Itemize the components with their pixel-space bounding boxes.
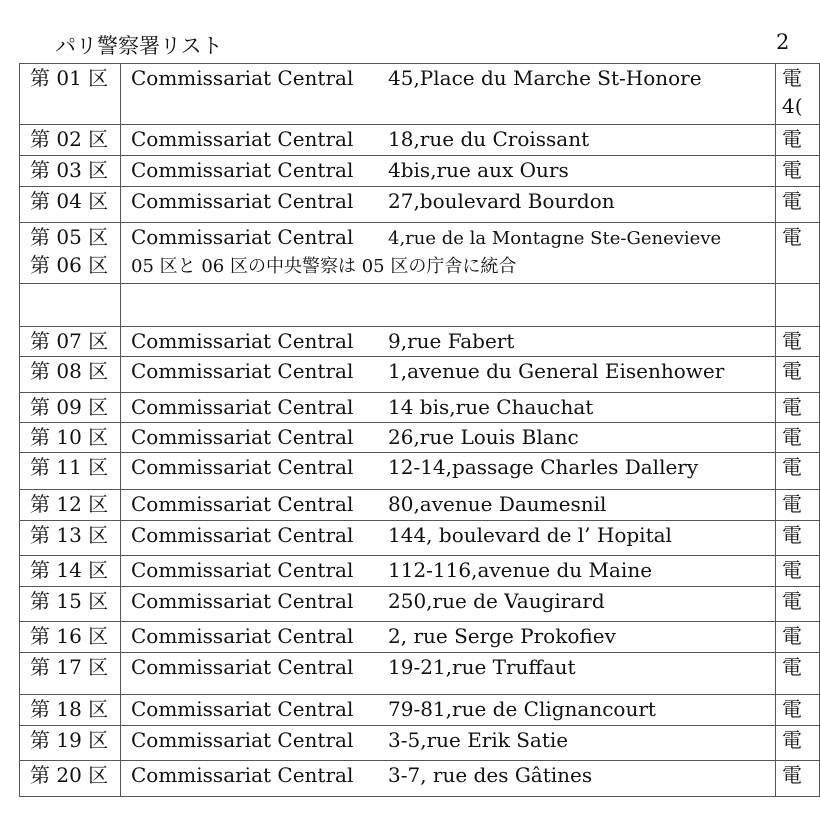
ward-cell: 第 19 区: [20, 726, 121, 761]
phone-cell: [776, 64, 820, 125]
station-cell: [121, 622, 776, 653]
address: 80,avenue Daumesnil: [388, 492, 607, 516]
ward-cell: 第 18 区: [20, 695, 121, 726]
office-name: Commissariat Central: [131, 728, 354, 752]
station-cell: [121, 726, 776, 761]
phone-cell: 電: [776, 622, 820, 653]
table-row: [20, 622, 820, 653]
station-cell: [121, 156, 776, 187]
office-name: Commissariat Central: [131, 589, 354, 613]
phone-cell: 電: [776, 156, 820, 187]
address: 144, boulevard de l’ Hopital: [388, 523, 672, 547]
ward-cell: [20, 223, 121, 284]
office-name: Commissariat Central: [131, 655, 354, 679]
table-row: [20, 726, 820, 761]
station-cell: [121, 284, 776, 327]
ward-cell: 第 04 区: [20, 187, 121, 223]
phone-cell: 電: [776, 187, 820, 223]
table-row: [20, 223, 820, 284]
ward-cell: 第 13 区: [20, 521, 121, 556]
station-cell: [121, 423, 776, 453]
table-row: [20, 125, 820, 156]
address: 4bis,rue aux Ours: [388, 158, 569, 182]
office-name: Commissariat Central: [131, 455, 354, 479]
police-station-table: [19, 63, 820, 797]
station-cell: [121, 695, 776, 726]
ward-cell: 第 15 区: [20, 587, 121, 622]
address: 3-5,rue Erik Satie: [388, 728, 569, 752]
office-name: Commissariat Central: [131, 763, 354, 787]
phone-label: 電: [782, 66, 802, 90]
address: 2, rue Serge Prokofiev: [388, 624, 616, 648]
document-title: パリ警察署リスト: [55, 34, 223, 58]
phone-cell: 電: [776, 695, 820, 726]
office-name: Commissariat Central: [131, 158, 354, 182]
table-row: [20, 156, 820, 187]
ward-cell: 第 09 区: [20, 393, 121, 423]
table-row: [20, 587, 820, 622]
phone-line2: 4(: [782, 94, 803, 118]
address: 27,boulevard Bourdon: [388, 189, 615, 213]
station-cell: [121, 556, 776, 587]
address: 250,rue de Vaugirard: [388, 589, 605, 613]
office-name: Commissariat Central: [131, 492, 354, 516]
station-cell: [121, 761, 776, 797]
station-cell: [121, 125, 776, 156]
office-name: Commissariat Central: [131, 697, 354, 721]
station-cell: [121, 393, 776, 423]
table-row: [20, 64, 820, 125]
ward-cell: 第 14 区: [20, 556, 121, 587]
phone-cell: 電: [776, 357, 820, 393]
office-name: Commissariat Central: [131, 189, 354, 213]
address: 1,avenue du General Eisenhower: [388, 359, 725, 383]
table-row: [20, 423, 820, 453]
address: 4,rue de la Montagne Ste-Genevieve: [388, 228, 722, 249]
ward-cell: 第 03 区: [20, 156, 121, 187]
phone-cell: 電: [776, 653, 820, 695]
station-cell: [121, 453, 776, 490]
table-row-empty: [20, 284, 820, 327]
ward-label: 第 05 区: [30, 225, 109, 249]
station-cell: [121, 490, 776, 521]
ward-cell: 第 01 区: [20, 64, 121, 125]
office-name: Commissariat Central: [131, 395, 354, 419]
office-name: Commissariat Central: [131, 425, 354, 449]
ward-cell: 第 07 区: [20, 327, 121, 357]
phone-cell: [776, 284, 820, 327]
table-row: [20, 695, 820, 726]
table-row: [20, 357, 820, 393]
phone-cell: 電: [776, 423, 820, 453]
ward-cell: 第 16 区: [20, 622, 121, 653]
phone-cell: 電: [776, 223, 820, 284]
address: 19-21,rue Truffaut: [388, 655, 576, 679]
station-cell: [121, 64, 776, 125]
phone-cell: 電: [776, 556, 820, 587]
ward-cell: 第 17 区: [20, 653, 121, 695]
address: 14 bis,rue Chauchat: [388, 395, 594, 419]
phone-cell: 電: [776, 521, 820, 556]
office-name: Commissariat Central: [131, 558, 354, 582]
ward-cell: 第 10 区: [20, 423, 121, 453]
office-name: Commissariat Central: [131, 66, 354, 90]
phone-cell: 電: [776, 490, 820, 521]
station-cell: [121, 223, 776, 284]
table-row: [20, 187, 820, 223]
station-cell: [121, 521, 776, 556]
table-row: [20, 490, 820, 521]
ward-cell: 第 12 区: [20, 490, 121, 521]
ward-label-second: 第 06 区: [30, 253, 109, 277]
address: 18,rue du Croissant: [388, 127, 590, 151]
address: 12-14,passage Charles Dallery: [388, 455, 699, 479]
ward-cell: 第 08 区: [20, 357, 121, 393]
station-cell: [121, 327, 776, 357]
office-name: Commissariat Central: [131, 225, 354, 249]
phone-cell: 電: [776, 393, 820, 423]
table-row: [20, 521, 820, 556]
phone-cell: 電: [776, 761, 820, 797]
address: 9,rue Fabert: [388, 329, 515, 353]
phone-cell: 電: [776, 327, 820, 357]
office-name: Commissariat Central: [131, 624, 354, 648]
table-row: [20, 556, 820, 587]
phone-cell: 電: [776, 125, 820, 156]
office-name: Commissariat Central: [131, 359, 354, 383]
address: 26,rue Louis Blanc: [388, 425, 579, 449]
address: 112-116,avenue du Maine: [388, 558, 653, 582]
office-name: Commissariat Central: [131, 127, 354, 151]
ward-cell: 第 11 区: [20, 453, 121, 490]
station-cell: [121, 587, 776, 622]
office-name: Commissariat Central: [131, 329, 354, 353]
table-row: [20, 393, 820, 423]
table-row: [20, 453, 820, 490]
phone-cell: 電: [776, 726, 820, 761]
station-cell: [121, 187, 776, 223]
ward-cell: 第 02 区: [20, 125, 121, 156]
table-row: [20, 653, 820, 695]
ward-cell: [20, 284, 121, 327]
address: 3-7, rue des Gâtines: [388, 763, 593, 787]
table-row: [20, 761, 820, 797]
address: 79-81,rue de Clignancourt: [388, 697, 656, 721]
ward-cell: 第 20 区: [20, 761, 121, 797]
merge-note: 05 区と 06 区の中央警察は 05 区の庁舎に統合: [131, 256, 517, 277]
phone-cell: 電: [776, 587, 820, 622]
station-cell: [121, 653, 776, 695]
phone-cell: 電: [776, 453, 820, 490]
table-row: [20, 327, 820, 357]
station-cell: [121, 357, 776, 393]
office-name: Commissariat Central: [131, 523, 354, 547]
address: 45,Place du Marche St-Honore: [388, 66, 702, 90]
page-number: 2: [776, 30, 790, 54]
